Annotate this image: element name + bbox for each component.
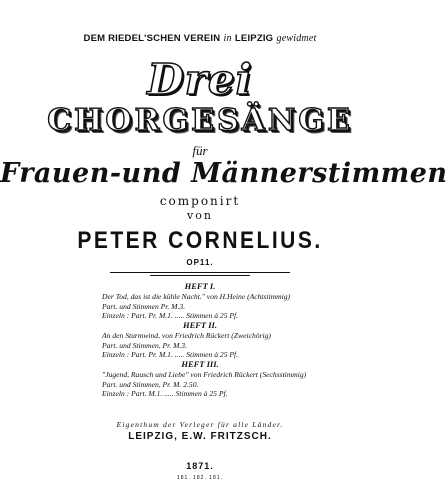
composed-label: componirt xyxy=(159,194,241,208)
heft-3-price-single: Einzeln : Part. M.1. ..... Stimmen à 25 Pf. xyxy=(102,389,228,398)
divider-rule xyxy=(110,272,290,273)
heft-1-price-score: Part. und Stimmen Pr. M.3. xyxy=(102,302,186,311)
title-voices: Frauen-und Männerstimmen xyxy=(0,158,448,189)
dedication-gewidmet: gewidmet xyxy=(276,33,317,44)
heft-1-title: Der Tod, das ist die kühle Nacht." von H.Heine (Achtstimmig) xyxy=(102,292,291,301)
composer-name: PETER CORNELIUS. xyxy=(77,227,323,254)
von-label: von xyxy=(187,209,213,222)
opus-number: OP11. xyxy=(186,258,214,267)
dedication-society: DEM RIEDEL'SCHEN VEREIN xyxy=(83,33,221,44)
heft-3-label: HEFT III. xyxy=(181,359,219,369)
dedication-city: LEIPZIG xyxy=(234,33,274,44)
heft-1-price-single: Einzeln : Part. Pr. M.1. ..... Stimmen à 25 Pf. xyxy=(102,311,239,320)
heft-2-label: HEFT II. xyxy=(182,320,217,330)
heft-2-title: An den Sturmwind, von Friedrich Rückert (Zweichörig) xyxy=(102,331,271,340)
publisher-name: LEIPZIG, E.W. FRITZSCH. xyxy=(128,431,272,442)
title-fuer: für xyxy=(192,143,208,158)
dedication-in: in xyxy=(223,33,232,44)
heft-3-title: "Jugend, Rausch und Liebe" von Friedrich Rückert (Sechsstimmig) xyxy=(102,370,307,379)
title-chorgesaenge: CHORGESÄNGE xyxy=(47,103,353,138)
heft-2-price-single: Einzeln : Part. Pr. M.1. ..... Stimmen à 25 Pf. xyxy=(102,350,239,359)
heft-3-price-score: Part. und Stimmen, Pr. M. 2.50. xyxy=(102,380,199,389)
publication-year: 1871. xyxy=(186,461,214,471)
dedication-line xyxy=(0,33,400,44)
plate-numbers: 181. 182. 181. xyxy=(177,475,223,481)
title-drei: Drei xyxy=(147,55,253,104)
publisher-rights-note: Eigenthum der Verleger für alle Länder. xyxy=(116,420,284,429)
heft-2-price-score: Part. und Stimmen, Pr. M.3. xyxy=(102,341,188,350)
heft-1-label: HEFT I. xyxy=(184,281,216,291)
divider-rule-short xyxy=(150,275,250,276)
